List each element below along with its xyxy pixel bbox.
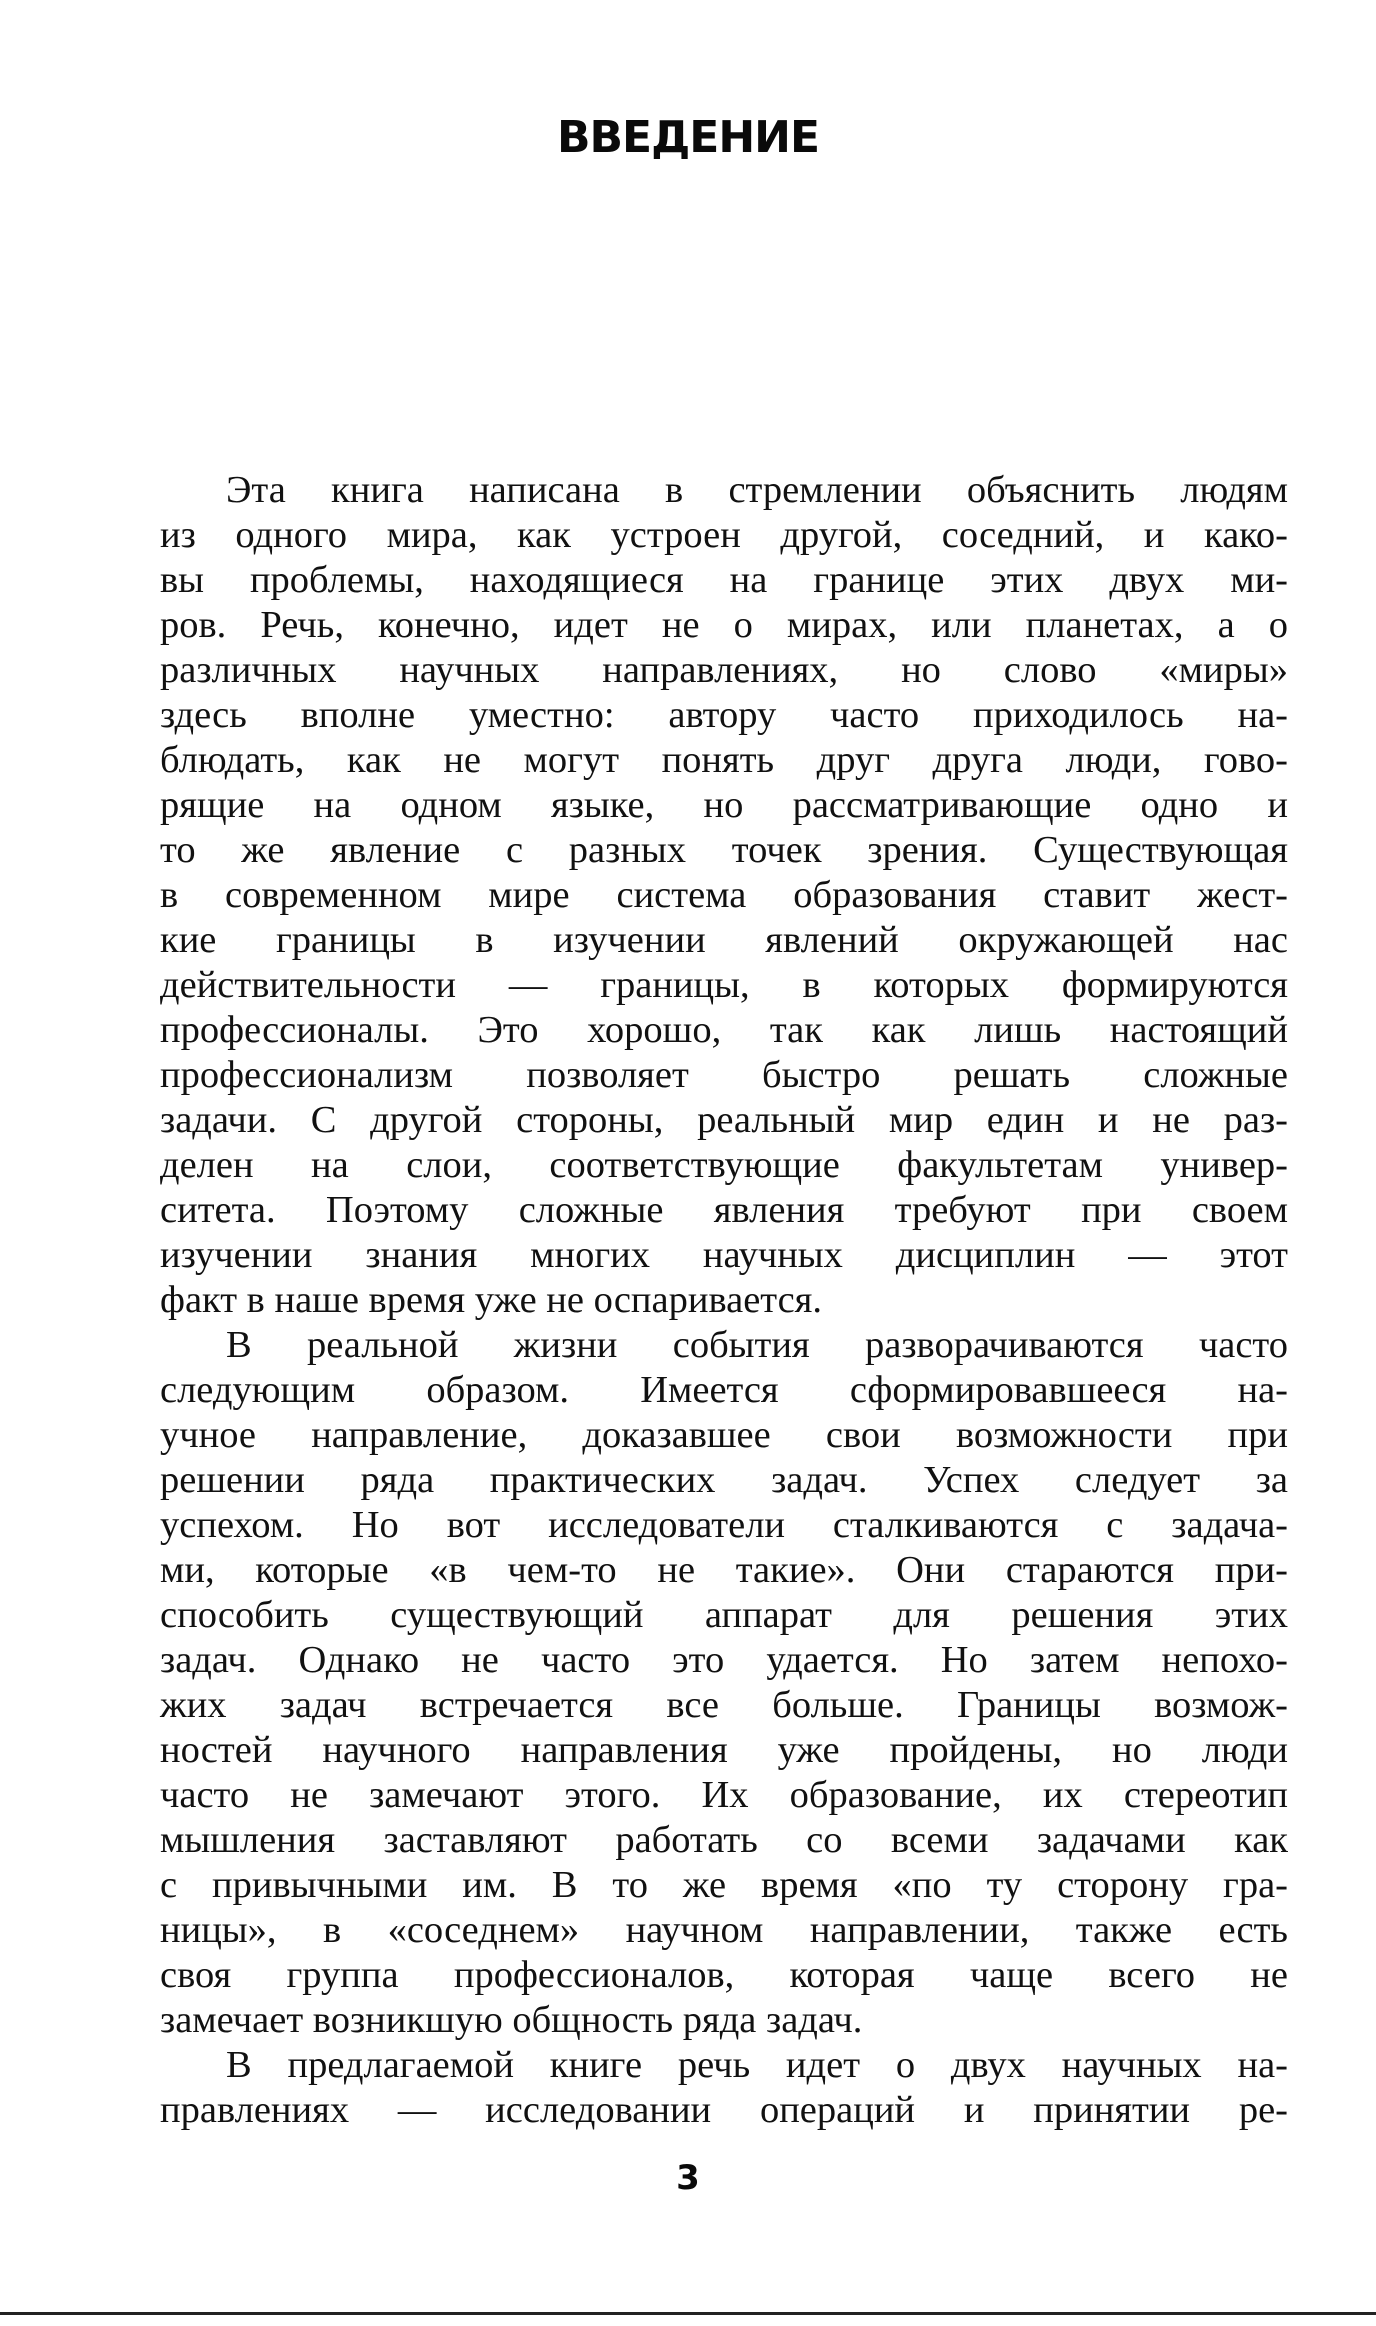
text-line: вы проблемы, находящиеся на границе этих двух ми-	[160, 559, 1288, 601]
text-line: способить существующий аппарат для решения этих	[160, 1594, 1288, 1636]
text-line: ситета. Поэтому сложные явления требуют при своем	[160, 1189, 1288, 1231]
text-line: жих задач встречается все больше. Границы возмож-	[160, 1684, 1288, 1726]
text-line: В предлагаемой книге речь идет о двух научных на-	[226, 2044, 1288, 2086]
text-line: делен на слои, соответствующие факультетам универ-	[160, 1144, 1288, 1186]
text-line: кие границы в изучении явлений окружающей нас	[160, 919, 1288, 961]
text-line: ницы», в «соседнем» научном направлении, также есть	[160, 1909, 1288, 1951]
text-line: В реальной жизни события разворачиваются часто	[226, 1324, 1288, 1366]
text-line: профессионализм позволяет быстро решать сложные	[160, 1054, 1288, 1096]
text-line: рящие на одном языке, но рассматривающие одно и	[160, 784, 1288, 826]
text-line: различных научных направлениях, но слово «миры»	[160, 649, 1288, 691]
text-line: ми, которые «в чем-то не такие». Они стараются при-	[160, 1549, 1288, 1591]
text-line: решении ряда практических задач. Успех следует за	[160, 1459, 1288, 1501]
text-line: задач. Однако не часто это удается. Но затем непохо-	[160, 1639, 1288, 1681]
text-line: задачи. С другой стороны, реальный мир един и не раз-	[160, 1099, 1288, 1141]
text-line: здесь вполне уместно: автору часто приходилось на-	[160, 694, 1288, 736]
text-line: с привычными им. В то же время «по ту сторону гра-	[160, 1864, 1288, 1906]
text-line: правлениях — исследовании операций и принятии ре-	[160, 2089, 1288, 2131]
page-number: 3	[676, 2158, 700, 2198]
text-line: блюдать, как не могут понять друг друга люди, гово-	[160, 739, 1288, 781]
text-line: Эта книга написана в стремлении объяснить людям	[226, 469, 1288, 511]
text-line: действительности — границы, в которых формируются	[160, 964, 1288, 1006]
text-line: часто не замечают этого. Их образование, их стереотип	[160, 1774, 1288, 1816]
text-line: своя группа профессионалов, которая чаще всего не	[160, 1954, 1288, 1996]
text-line: ров. Речь, конечно, идет не о мирах, или планетах, а о	[160, 604, 1288, 646]
text-line: факт в наше время уже не оспаривается.	[160, 1279, 823, 1321]
text-line: мышления заставляют работать со всеми задачами как	[160, 1819, 1288, 1861]
chapter-title: ВВЕДЕНИЕ	[556, 112, 820, 163]
text-line: изучении знания многих научных дисциплин — этот	[160, 1234, 1288, 1276]
text-line: учное направление, доказавшее свои возможности при	[160, 1414, 1288, 1456]
text-line: следующим образом. Имеется сформировавшееся на-	[160, 1369, 1288, 1411]
text-line: ностей научного направления уже пройдены, но люди	[160, 1729, 1288, 1771]
text-line: в современном мире система образования ставит жест-	[160, 874, 1288, 916]
text-line: профессионалы. Это хорошо, так как лишь настоящий	[160, 1009, 1288, 1051]
text-line: то же явление с разных точек зрения. Существующая	[160, 829, 1288, 871]
body-text	[160, 468, 1288, 2133]
bottom-scan-edge	[0, 2312, 1376, 2315]
text-line: из одного мира, как устроен другой, соседний, и како-	[160, 514, 1288, 556]
text-line: замечает возникшую общность ряда задач.	[160, 1999, 863, 2041]
text-line: успехом. Но вот исследователи сталкиваются с задача-	[160, 1504, 1288, 1546]
